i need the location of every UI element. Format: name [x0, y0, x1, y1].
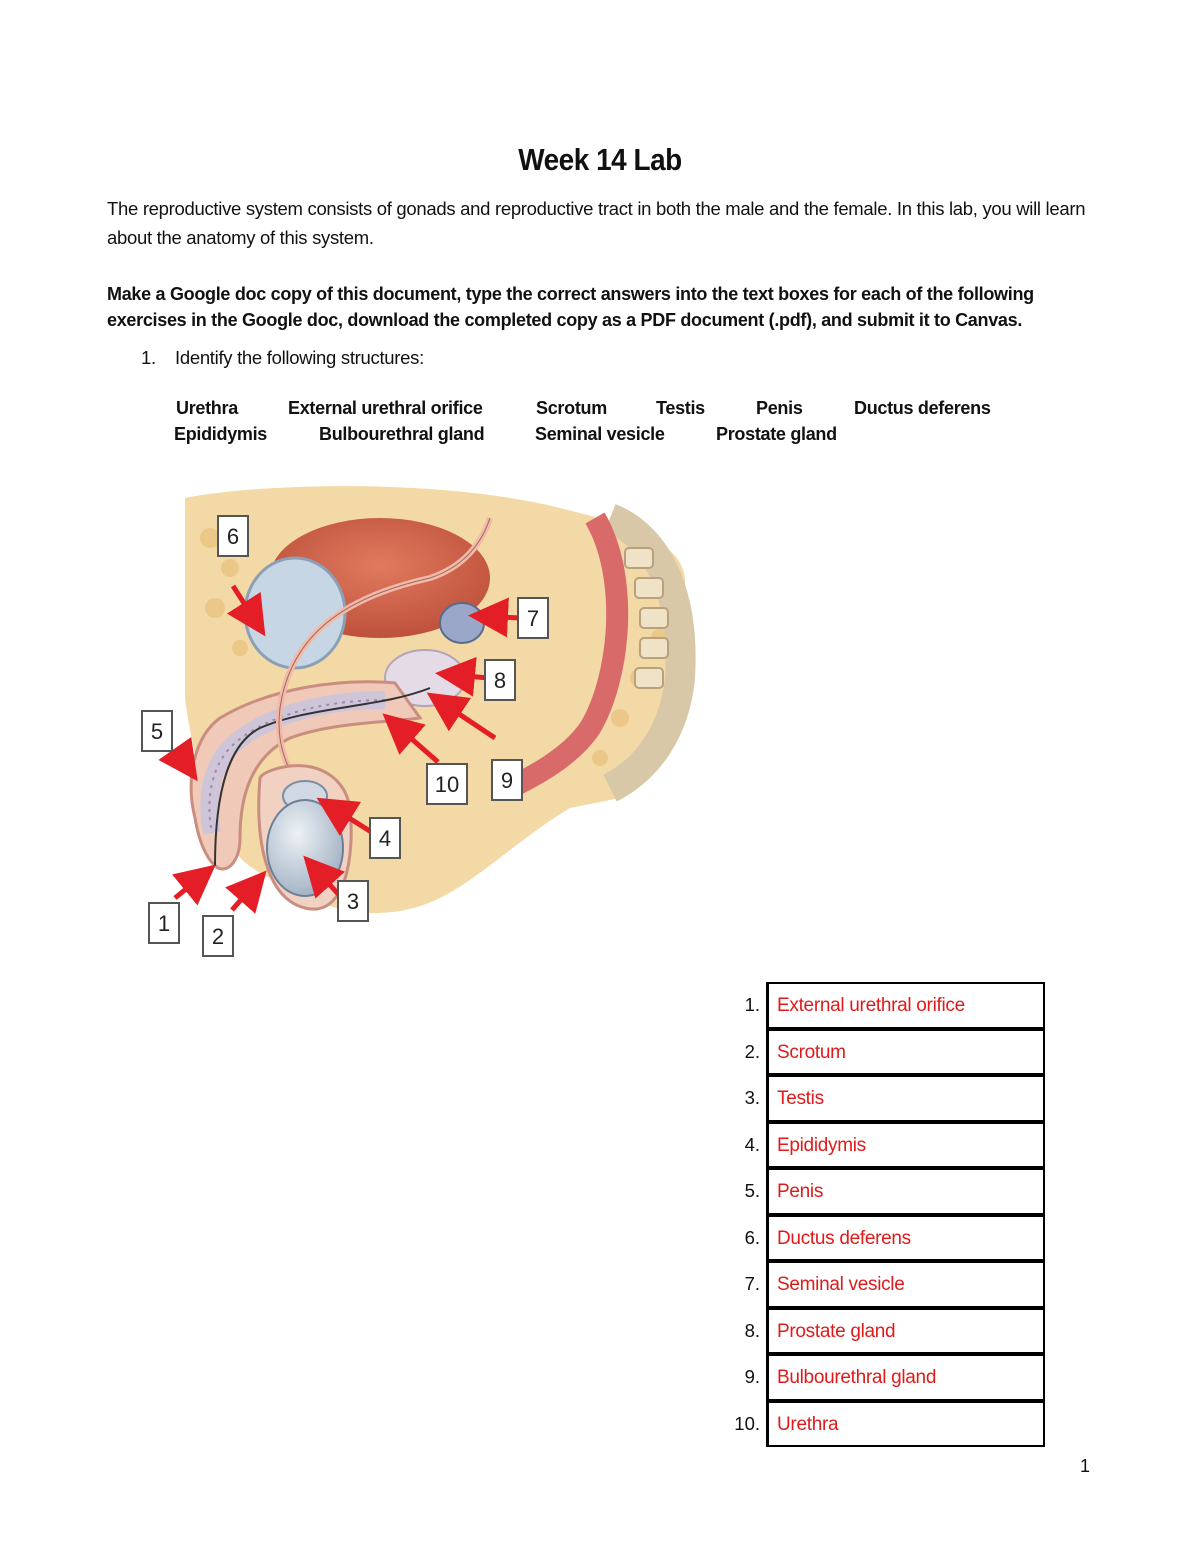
answer-number: 9. — [744, 1366, 760, 1387]
term: Prostate gland — [716, 424, 837, 444]
answer-textbox[interactable]: Testis — [766, 1075, 1045, 1122]
term: Seminal vesicle — [535, 424, 665, 444]
intro-paragraph: The reproductive system consists of gonads and reproductive tract in both the male and the female. In this lab, you will learn about the anatomy of this system. — [107, 198, 1086, 248]
answer-number: 5. — [744, 1180, 760, 1201]
figure-label-text: 8 — [493, 668, 507, 693]
answer-textbox[interactable]: Prostate gland — [766, 1308, 1045, 1355]
answer-textbox[interactable]: Seminal vesicle — [766, 1261, 1045, 1308]
figure-label — [518, 598, 548, 638]
term: Epididymis — [174, 424, 268, 444]
figure-label — [218, 516, 248, 556]
instructions-paragraph: Make a Google doc copy of this document, type the correct answers into the text boxes for each of the following exercises in the Google doc, download the completed copy as a PDF document (.pdf), and submit it to Canvas. — [107, 284, 1034, 330]
figure-label — [338, 881, 368, 921]
figure-label-text: 7 — [526, 606, 540, 631]
answer-textbox[interactable]: Urethra — [766, 1401, 1045, 1448]
term: Urethra — [176, 398, 238, 418]
answer-textbox[interactable]: Bulbourethral gland — [766, 1354, 1045, 1401]
figure-label — [203, 916, 233, 956]
term: Penis — [756, 398, 803, 418]
term: Ductus deferens — [854, 398, 991, 418]
figure-label-text: 5 — [150, 719, 164, 744]
question-number: 1. — [141, 347, 156, 368]
answer-number: 10. — [734, 1412, 760, 1434]
question-text: Identify the following structures: — [175, 347, 424, 368]
answer-number: 1. — [744, 994, 760, 1015]
answer-number: 3. — [744, 1087, 760, 1108]
answer-textbox[interactable]: External urethral orifice — [766, 982, 1045, 1029]
figure-label — [370, 818, 400, 858]
figure-label — [492, 760, 522, 800]
term: Bulbourethral gland — [319, 424, 485, 444]
answer-number: 7. — [744, 1273, 760, 1294]
answer-textbox[interactable]: Epididymis — [766, 1122, 1045, 1169]
term: Testis — [656, 398, 705, 418]
figure-label-text: 1 — [157, 911, 171, 936]
answer-textbox[interactable]: Penis — [766, 1168, 1045, 1215]
answer-textbox[interactable]: Ductus deferens — [766, 1215, 1045, 1262]
answer-number: 6. — [744, 1226, 760, 1248]
figure-label-text: 4 — [378, 826, 392, 851]
figure-label-text: 9 — [500, 768, 514, 793]
answer-number: 4. — [744, 1133, 760, 1155]
answer-number: 8. — [744, 1319, 760, 1341]
figure-label-text: 10 — [434, 772, 460, 797]
answer-number: 2. — [744, 1040, 760, 1062]
term: External urethral orifice — [288, 398, 483, 418]
figure-label-text: 6 — [226, 524, 240, 549]
anatomy-figure — [140, 478, 700, 968]
figure-label — [427, 764, 467, 804]
term: Scrotum — [536, 398, 607, 418]
page-number: 1 — [1080, 1456, 1091, 1476]
figure-label — [149, 903, 179, 943]
page-title: Week 14 Lab — [518, 142, 682, 177]
answer-textbox[interactable]: Scrotum — [766, 1029, 1045, 1076]
question-1 — [141, 347, 424, 369]
figure-label — [485, 660, 515, 700]
figure-label — [142, 711, 172, 751]
figure-label-text: 2 — [211, 924, 225, 949]
figure-label-text: 3 — [346, 889, 360, 914]
